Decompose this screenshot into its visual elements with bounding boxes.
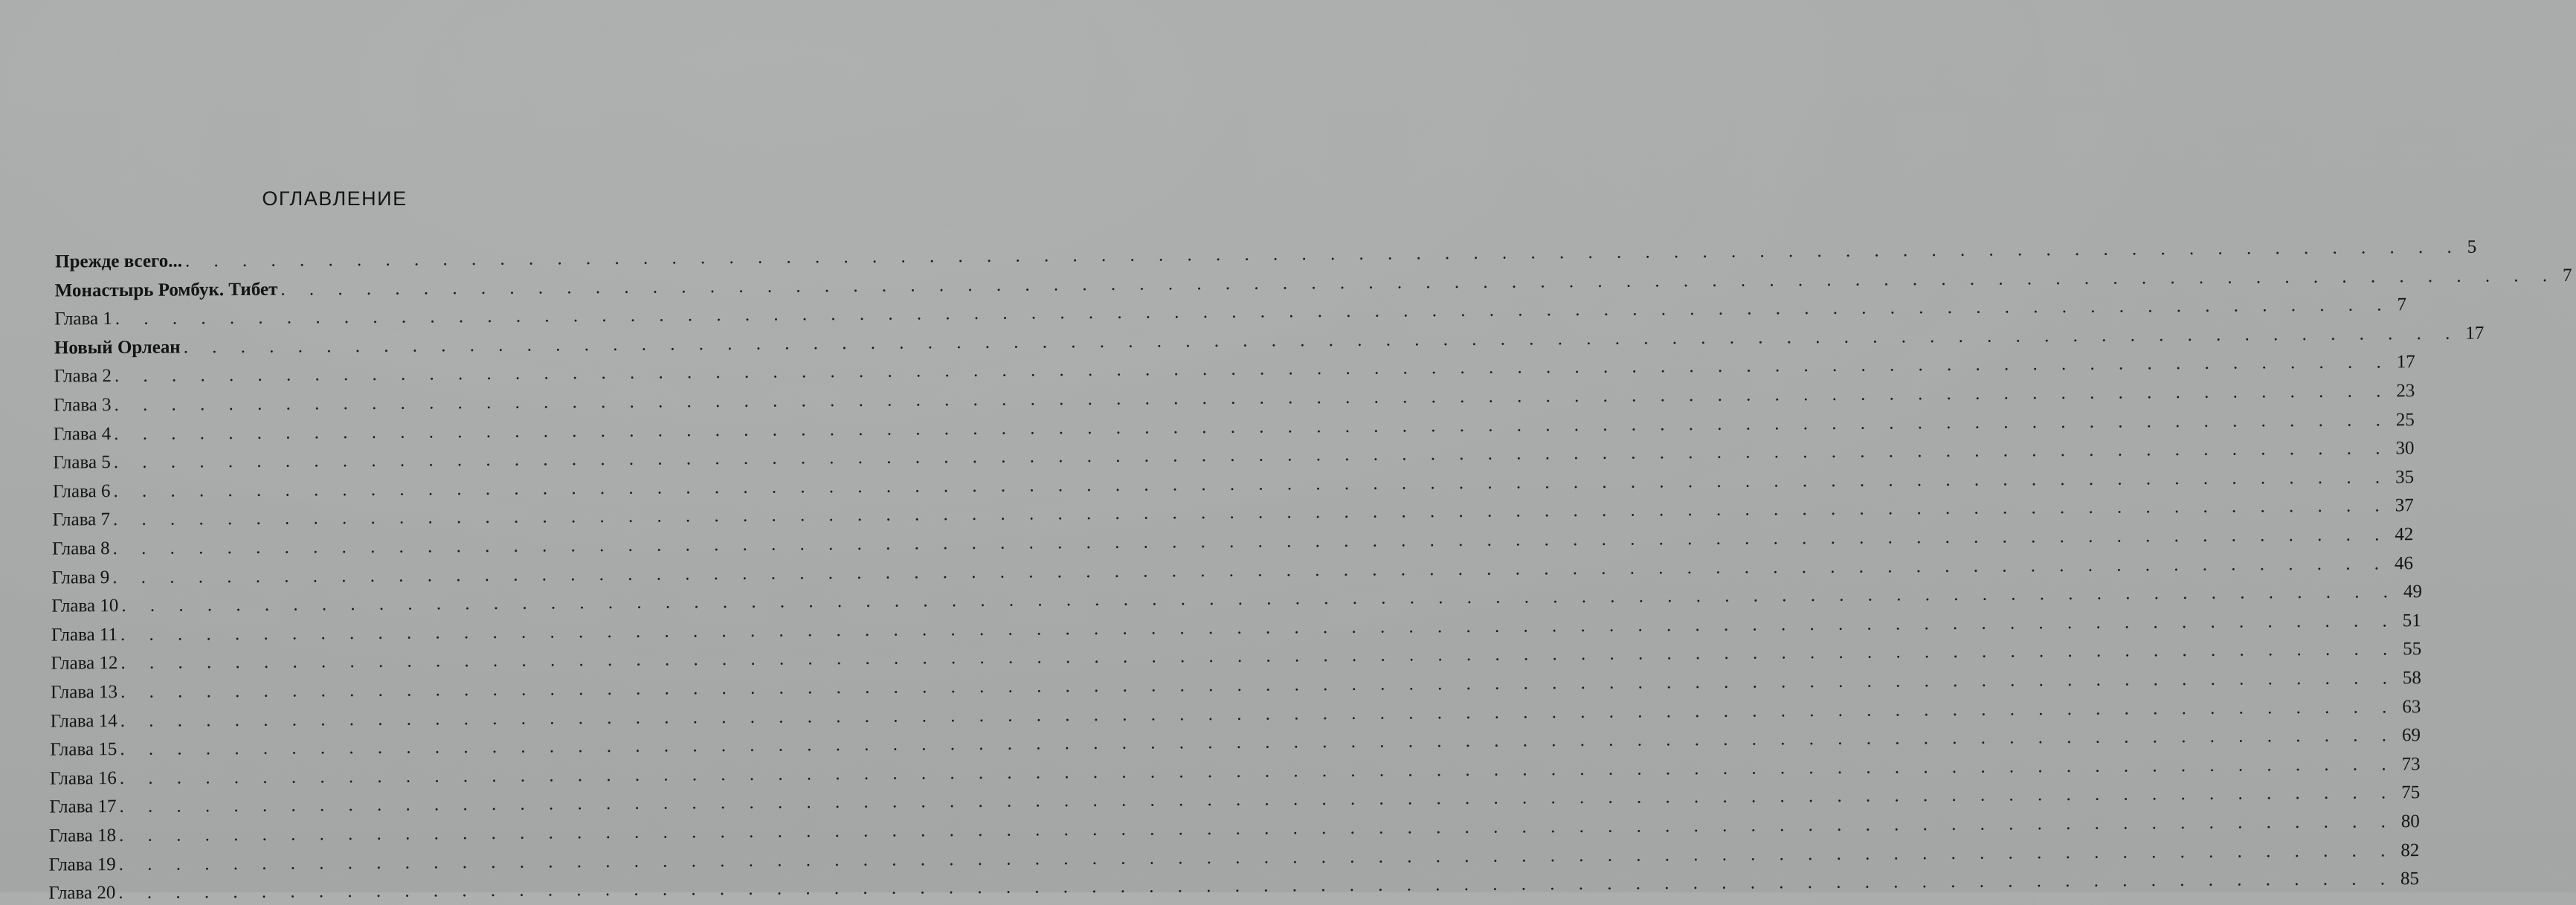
toc-entry: [54, 352, 2415, 388]
toc-entry: [51, 610, 2421, 647]
toc-entry-label: Глава 10: [51, 596, 119, 616]
dot-leader: . . . . . . . . . . . . . . . . . . . . . . . . . . . . . . . . . . . . . . . . . . . . . . . . . . . . . . . . . . . . . . . . . . . . . . . . . . . . . . . .: [118, 840, 2395, 875]
toc-entry-label: Глава 11: [51, 624, 118, 645]
toc-entry-label: Монастырь Ромбук. Тибет: [54, 279, 278, 301]
toc-entry: [54, 381, 2415, 417]
toc-entry-label: Глава 16: [49, 767, 117, 789]
toc-entry: [54, 294, 2407, 331]
toc-entry-page: 5: [2467, 236, 2477, 257]
table-of-contents: [0, 236, 2572, 904]
toc-entry-page: 75: [2401, 782, 2421, 803]
toc-entry-page: 51: [2402, 610, 2421, 631]
toc-entry-page: 82: [2400, 840, 2420, 860]
dot-leader: . . . . . . . . . . . . . . . . . . . . . . . . . . . . . . . . . . . . . . . . . . . . . . . . . . . . . . . . . . . . . . . . . . . . . . . . . . . . . . . .: [120, 611, 2397, 645]
toc-entry-label: Глава 12: [51, 653, 118, 674]
dot-leader: . . . . . . . . . . . . . . . . . . . . . . . . . . . . . . . . . . . . . . . . . . . . . . . . . . . . . . . . . . . . . . . . . . . . . . . . . . . . . . . .: [119, 811, 2395, 846]
toc-entry: [53, 409, 2415, 445]
dot-leader: . . . . . . . . . . . . . . . . . . . . . . . . . . . . . . . . . . . . . . . . . . . . . . . . . . . . . . . . . . . . . . . . . . . . . . . . . . . . . . . .: [118, 869, 2395, 904]
toc-entry-page: 73: [2401, 753, 2421, 775]
toc-entry-label: Глава 7: [52, 509, 111, 530]
toc-entry-page: 69: [2401, 725, 2421, 746]
toc-entry-page: 49: [2403, 582, 2423, 602]
toc-entry-page: 17: [2465, 323, 2485, 344]
toc-entry-page: 30: [2395, 438, 2415, 459]
dot-leader: . . . . . . . . . . . . . . . . . . . . . . . . . . . . . . . . . . . . . . . . . . . . . . . . . . . . . . . . . . . . . . . . . . . . . . . . . . . . . . . .: [120, 725, 2397, 760]
toc-entry-label: Глава 3: [54, 395, 112, 416]
toc-entry: [52, 495, 2414, 532]
dot-leader: . . . . . . . . . . . . . . . . . . . . . . . . . . . . . . . . . . . . . . . . . . . . . . . . . . . . . . . . . . . . . . . . . . . . . . . . . . . . . . . .: [280, 265, 2557, 300]
toc-entry: [51, 639, 2422, 675]
toc-entry: [52, 524, 2414, 561]
toc-entry-label: Глава 19: [48, 854, 116, 875]
toc-entry-page: 17: [2396, 352, 2415, 373]
dot-leader: . . . . . . . . . . . . . . . . . . . . . . . . . . . . . . . . . . . . . . . . . . . . . . . . . . . . . . . . . . . . . . . . . . . . . . . . . . . . . . . .: [119, 782, 2396, 817]
toc-entry-page: 85: [2400, 869, 2420, 889]
toc-entry: [55, 236, 2477, 274]
toc-entry: [51, 582, 2423, 618]
toc-entry: [54, 265, 2572, 302]
toc-entry-label: Глава 9: [51, 567, 110, 588]
bleed-through-text: [74, 0, 647, 216]
toc-entry: [48, 869, 2420, 905]
toc-entry-label: Глава 20: [48, 883, 116, 904]
dot-leader: . . . . . . . . . . . . . . . . . . . . . . . . . . . . . . . . . . . . . . . . . . . . . . . . . . . . . . . . . . . . . . . . . . . . . . . . . . . . . . . .: [184, 236, 2461, 271]
toc-entry-page: 7: [2562, 265, 2572, 286]
dot-leader: . . . . . . . . . . . . . . . . . . . . . . . . . . . . . . . . . . . . . . . . . . . . . . . . . . . . . . . . . . . . . . . . . . . . . . . . . . . . . . . .: [119, 754, 2396, 788]
dot-leader: . . . . . . . . . . . . . . . . . . . . . . . . . . . . . . . . . . . . . . . . . . . . . . . . . . . . . . . . . . . . . . . . . . . . . . . . . . . . . . . .: [112, 495, 2389, 530]
dot-leader: . . . . . . . . . . . . . . . . . . . . . . . . . . . . . . . . . . . . . . . . . . . . . . . . . . . . . . . . . . . . . . . . . . . . . . . . . . . . . . . .: [113, 467, 2390, 501]
toc-entry-page: 35: [2395, 466, 2415, 488]
toc-entry-label: Глава 13: [51, 682, 118, 703]
dot-leader: . . . . . . . . . . . . . . . . . . . . . . . . . . . . . . . . . . . . . . . . . . . . . . . . . . . . . . . . . . . . . . . . . . . . . . . . . . . . . . . .: [183, 323, 2460, 358]
dot-leader: . . . . . . . . . . . . . . . . . . . . . . . . . . . . . . . . . . . . . . . . . . . . . . . . . . . . . . . . . . . . . . . . . . . . . . . . . . . . . . . .: [114, 381, 2391, 416]
dot-leader: . . . . . . . . . . . . . . . . . . . . . . . . . . . . . . . . . . . . . . . . . . . . . . . . . . . . . . . . . . . . . . . . . . . . . . . . . . . . . . . .: [113, 438, 2390, 473]
toc-entry-label: Глава 1: [54, 309, 112, 329]
dot-leader: . . . . . . . . . . . . . . . . . . . . . . . . . . . . . . . . . . . . . . . . . . . . . . . . . . . . . . . . . . . . . . . . . . . . . . . . . . . . . . . .: [121, 582, 2398, 616]
toc-entry: [49, 811, 2420, 848]
dot-leader: . . . . . . . . . . . . . . . . . . . . . . . . . . . . . . . . . . . . . . . . . . . . . . . . . . . . . . . . . . . . . . . . . . . . . . . . . . . . . . . .: [112, 524, 2389, 559]
toc-entry-label: Глава 5: [53, 452, 111, 473]
toc-entry-label: Глава 17: [49, 796, 117, 817]
toc-entry-page: 23: [2396, 381, 2415, 402]
toc-entry: [53, 438, 2415, 474]
dot-leader: . . . . . . . . . . . . . . . . . . . . . . . . . . . . . . . . . . . . . . . . . . . . . . . . . . . . . . . . . . . . . . . . . . . . . . . . . . . . . . . .: [115, 294, 2392, 329]
toc-entry-label: Глава 4: [53, 423, 112, 445]
dot-leader: . . . . . . . . . . . . . . . . . . . . . . . . . . . . . . . . . . . . . . . . . . . . . . . . . . . . . . . . . . . . . . . . . . . . . . . . . . . . . . . .: [120, 639, 2398, 674]
toc-entry: [50, 696, 2421, 732]
toc-entry: [49, 782, 2421, 819]
toc-entry-page: 80: [2400, 811, 2420, 832]
dot-leader: . . . . . . . . . . . . . . . . . . . . . . . . . . . . . . . . . . . . . . . . . . . . . . . . . . . . . . . . . . . . . . . . . . . . . . . . . . . . . . . .: [114, 352, 2391, 387]
dot-leader: . . . . . . . . . . . . . . . . . . . . . . . . . . . . . . . . . . . . . . . . . . . . . . . . . . . . . . . . . . . . . . . . . . . . . . . . . . . . . . . .: [112, 553, 2389, 587]
toc-entry-label: Глава 6: [52, 480, 111, 502]
dot-leader: . . . . . . . . . . . . . . . . . . . . . . . . . . . . . . . . . . . . . . . . . . . . . . . . . . . . . . . . . . . . . . . . . . . . . . . . . . . . . . . .: [114, 409, 2390, 444]
toc-entry-page: 55: [2403, 639, 2422, 660]
toc-entry: [52, 466, 2415, 503]
toc-entry: [51, 553, 2413, 589]
dot-leader: . . . . . . . . . . . . . . . . . . . . . . . . . . . . . . . . . . . . . . . . . . . . . . . . . . . . . . . . . . . . . . . . . . . . . . . . . . . . . . . .: [120, 668, 2397, 703]
toc-entry-page: 46: [2394, 553, 2413, 573]
toc-entry-page: 42: [2395, 524, 2414, 545]
toc-entry: [48, 840, 2420, 876]
toc-entry-label: Прежде всего...: [55, 251, 183, 272]
toc-entry-label: Глава 2: [54, 366, 112, 387]
toc-entry-label: Глава 14: [50, 710, 117, 732]
toc-entry: [49, 753, 2421, 790]
toc-entry-label: Глава 8: [52, 538, 110, 559]
toc-entry-page: 7: [2397, 294, 2407, 315]
toc-entry-page: 58: [2402, 668, 2421, 689]
toc-entry-label: Новый Орлеан: [54, 337, 181, 358]
toc-entry-label: Глава 18: [49, 825, 117, 846]
toc-entry: [51, 668, 2421, 704]
toc-entry: [50, 725, 2421, 761]
toc-entry-page: 37: [2395, 495, 2414, 516]
toc-entry-page: 63: [2402, 696, 2421, 717]
toc-entry-label: Глава 15: [50, 739, 117, 760]
toc-entry: [54, 323, 2485, 360]
dot-leader: . . . . . . . . . . . . . . . . . . . . . . . . . . . . . . . . . . . . . . . . . . . . . . . . . . . . . . . . . . . . . . . . . . . . . . . . . . . . . . . .: [120, 696, 2397, 731]
toc-entry-page: 25: [2395, 409, 2415, 430]
page-title: ОГЛАВЛЕНИЕ: [262, 187, 408, 210]
